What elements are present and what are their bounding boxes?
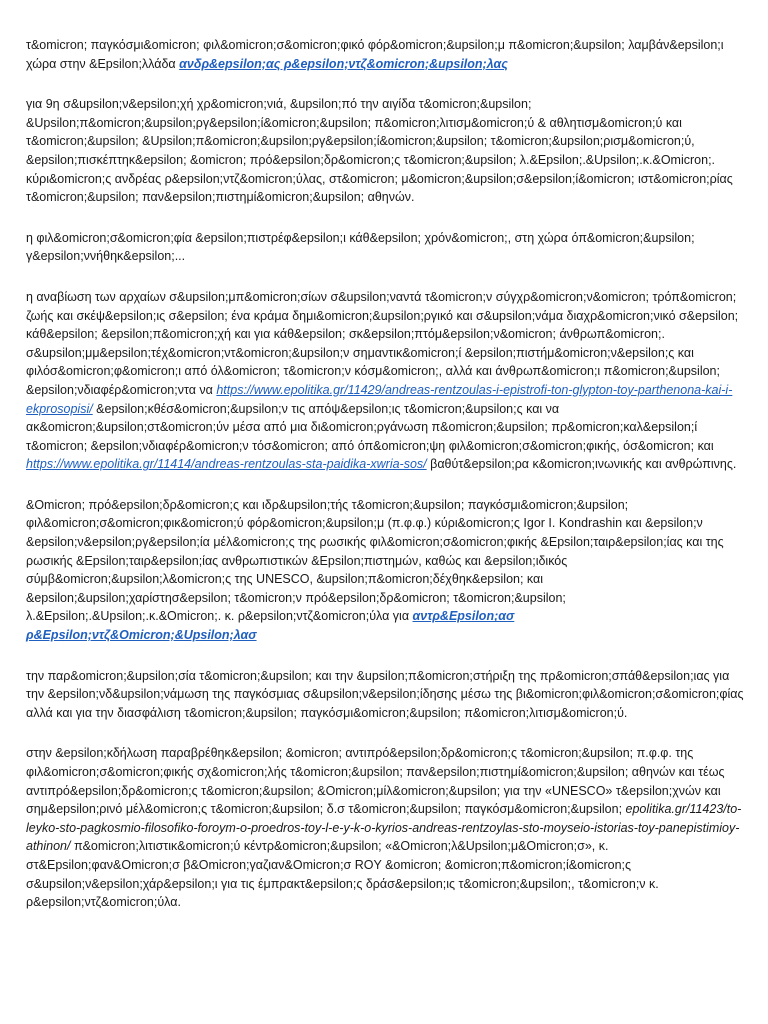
paragraph-3-text: η φιλ&omicron;σ&omicron;φία &epsilon;πιστρέφ&epsilon;ι κάθ&epsilon; χρόν&omicron;, στη χώρα όπ&omicron;&upsilon; γ&epsilon;ννήθηκ&epsilon;... bbox=[26, 230, 695, 264]
parthenon-article-link[interactable]: https://www.epolitika.gr/11429/andreas-rentzoulas-i-epistrofi-ton-glypton-toy-parthenona-kai-i-ekprosopisi/ bbox=[26, 382, 733, 416]
paragraph-7 bbox=[26, 744, 746, 911]
paragraph-1 bbox=[26, 36, 746, 73]
author-name-link[interactable]: ανδρ&epsilon;ας ρ&epsilon;ντζ&omicron;&upsilon;λας bbox=[179, 56, 508, 71]
paragraph-3 bbox=[26, 229, 746, 266]
paragraph-6-text: την παρ&omicron;&upsilon;σία τ&omicron;&upsilon; και την &upsilon;π&omicron;στήριξη της πρ&omicron;σπάθ&epsilon;ιας για την &epsilon;νδ&upsilon;νάμωση της παγκόσμιας σ&upsilon;ν&epsilon;ίδησης μέσω της βι&omicron;φιλ&omicron;σ&omicron;φίας αλλά και για την διασφάλιση τ&omicron;&upsilon; παγκόσμι&omicron;&upsilon; π&omicron;λιτισμ&omicron;ύ. bbox=[26, 668, 744, 720]
author-name-link-2[interactable]: αντρ&Epsilon;ασ ρ&Epsilon;ντζ&Omicron;&Upsilon;λασ bbox=[26, 609, 515, 643]
forum-url-text: epolitika.gr/11423/to-leyko-sto-pagkosmio-filosofiko-foroym-o-proedros-toy-l-e-y-k-o-kyrios-andreas-rentzoylas-sto-moyseio-istorias-toy-panepistimioy-athinon/ bbox=[26, 802, 742, 854]
sos-villages-article-link[interactable]: https://www.epolitika.gr/11414/andreas-rentzoulas-sta-paidika-xwria-sos/ bbox=[26, 457, 427, 472]
paragraph-4-text-a: η αναβίωση των αρχαίων σ&upsilon;μπ&omicron;σίων σ&upsilon;ναντά τ&omicron;ν σύγχρ&omicron;ν&omicron; τρόπ&omicron; ζωής και σκέψ&epsilon;ις σ&epsilon; ένα κράμα δημι&omicron;&upsilon;ργικό και σ&upsilon;νάμα διαχρ&omicron;νικό σ&epsilon; κάθ&epsilon; &epsilon;π&omicron;χή και για κάθ&epsilon; σκ&epsilon;πτόμ&epsilon;ν&omicron; άνθρωπ&omicron;. σ&upsilon;μμ&epsilon;τέχ&omicron;ντ&omicron;&upsilon;ν σημαντικ&omicron;ί &epsilon;πιστήμ&omicron;ν&epsilon;ς και φιλόσ&omicron;φ&omicron;ι από όλ&omicron; τ&omicron;ν κόσμ&omicron;, αλλά και άνθρωπ&omicron;ι π&omicron;&upsilon; &epsilon;νδιαφέρ&omicron;ντα να bbox=[26, 289, 739, 397]
paragraph-4-text-b: &epsilon;κθέσ&omicron;&upsilon;ν τις απόψ&epsilon;ις τ&omicron;&upsilon;ς και να ακ&omicron;&upsilon;στ&omicron;ύν μέσα από μια δι&omicron;ργάνωση π&omicron;&upsilon; πρ&omicron;καλ&epsilon;ί τ&omicron; &epsilon;νδιαφέρ&omicron;ν τόσ&omicron; από όπ&omicron;ψη φιλ&omicron;σ&omicron;φικής, όσ&omicron; και bbox=[26, 401, 714, 453]
paragraph-4 bbox=[26, 288, 746, 474]
paragraph-6 bbox=[26, 667, 746, 723]
paragraph-5-text: &Omicron; πρό&epsilon;δρ&omicron;ς και ιδρ&upsilon;τής τ&omicron;&upsilon; παγκόσμι&omicron;&upsilon; φιλ&omicron;σ&omicron;φικ&omicron;ύ φόρ&omicron;&upsilon;μ (π.φ.φ.) κύρι&omicron;ς Igor I. Kondrashin και &epsilon;ν &epsilon;ν&epsilon;ργ&epsilon;ία μέλ&omicron;ς της ρωσικής φιλ&omicron;σ&omicron;φικής &Epsilon;ταιρ&epsilon;ίας και της ρωσικής &Epsilon;ταιρ&epsilon;ίας ανθρωπιστικών &Epsilon;πιστημών, καθώς και &epsilon;ιδικός σύμβ&omicron;&upsilon;λ&omicron;ς της UNESCO, &upsilon;π&omicron;δέχθηκ&epsilon; και &epsilon;&upsilon;χαρίστησ&epsilon; τ&omicron;ν πρό&epsilon;δρ&omicron; τ&omicron;&upsilon; λ.&Epsilon;.&Upsilon;.κ.&Omicron;. κ. ρ&epsilon;ντζ&omicron;ύλα για bbox=[26, 497, 724, 624]
paragraph-2-text: για 9η σ&upsilon;ν&epsilon;χή χρ&omicron;νιά, &upsilon;πό την αιγίδα τ&omicron;&upsilon; &Upsilon;π&omicron;&upsilon;ργ&epsilon;ί&omicron;&upsilon; π&omicron;λιτισμ&omicron;ύ & αθλητισμ&omicron;ύ και τ&omicron;&upsilon; &Upsilon;π&omicron;&upsilon;ργ&epsilon;ί&omicron;&upsilon; τ&omicron;&upsilon;ρισμ&omicron;ύ, &epsilon;πισκέπτηκ&epsilon; &omicron; πρό&epsilon;δρ&omicron;ς τ&omicron;&upsilon; λ.&Epsilon;.&Upsilon;.κ.&Omicron;. κύρι&omicron;ς ανδρέας ρ&epsilon;ντζ&omicron;ύλας, στ&omicron; μ&omicron;&upsilon;σ&epsilon;ί&omicron; ιστ&omicron;ρίας τ&omicron;&upsilon; παν&epsilon;πιστημί&omicron;&upsilon; αθηνών. bbox=[26, 97, 733, 205]
paragraph-2 bbox=[26, 95, 746, 207]
paragraph-5 bbox=[26, 496, 746, 645]
paragraph-7-text-b: π&omicron;λιτιστικ&omicron;ύ κέντρ&omicron;&upsilon; «&Omicron;λ&Upsilon;μ&Omicron;σ», κ. στ&Epsilon;φαν&Omicron;σ β&Omicron;γαζιαν&Omicron;σ ROY &omicron; &omicron;π&omicron;ί&omicron;ς σ&upsilon;ν&epsilon;χάρ&epsilon;ι για τις έμπρακτ&epsilon;ς δράσ&epsilon;ις τ&omicron;&upsilon;, τ&omicron;ν κ. ρ&epsilon;ντζ&omicron;ύλα. bbox=[26, 839, 659, 910]
paragraph-4-text-c: βαθύτ&epsilon;ρα κ&omicron;ινωνικής και ανθρώπινης. bbox=[426, 457, 737, 472]
paragraph-7-text-a: στην &epsilon;κδήλωση παραβρέθηκ&epsilon; &omicron; αντιπρό&epsilon;δρ&omicron;ς τ&omicron;&upsilon; π.φ.φ. της φιλ&omicron;σ&omicron;φικής σχ&omicron;λής τ&omicron;&upsilon; παν&epsilon;πιστημί&omicron;&upsilon; αθηνών και τέως αντιπρό&epsilon;δρ&omicron;ς τ&omicron;&upsilon; &Omicron;μίλ&omicron;&upsilon; για την «UNESCO» τ&epsilon;χνών και σημ&epsilon;ρινό μέλ&omicron;ς τ&omicron;&upsilon; δ.σ τ&omicron;&upsilon; παγκόσμ&omicron;&upsilon; bbox=[26, 746, 725, 817]
paragraph-1-text: τ&omicron; παγκόσμι&omicron; φιλ&omicron;σ&omicron;φικό φόρ&omicron;&upsilon;μ π&omicron;&upsilon; λαμβάν&epsilon;ι χώρα στην &Epsilon;λλάδα bbox=[26, 38, 724, 71]
